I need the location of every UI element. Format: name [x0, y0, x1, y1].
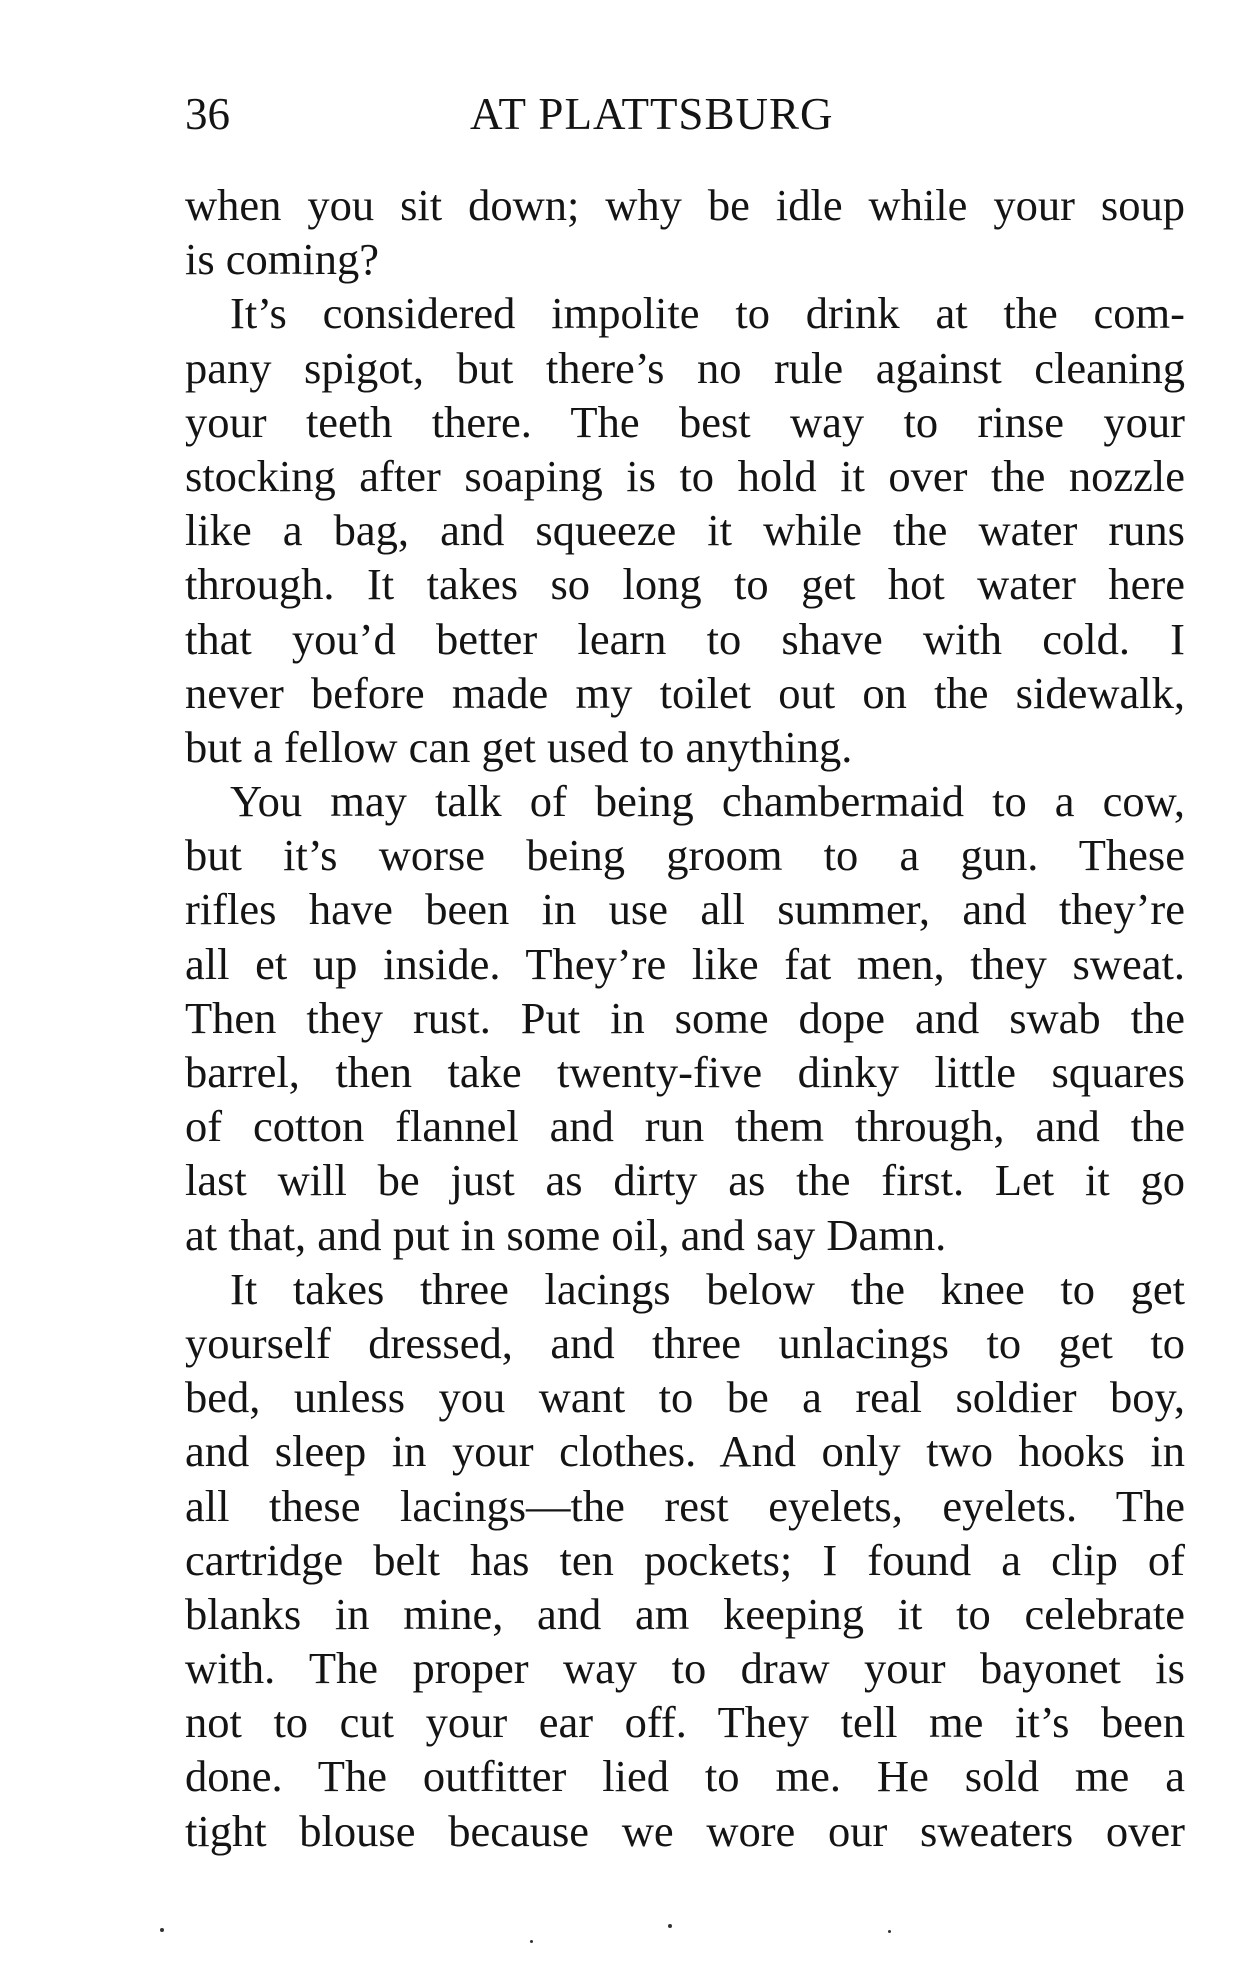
page-number: 36 — [185, 89, 230, 139]
text-line: is coming? — [185, 234, 380, 285]
scan-speck — [888, 1930, 891, 1933]
text-line: barrel, then take twenty-five dinky little squares — [185, 1047, 1185, 1097]
text-line: Then they rust. Put in some dope and swab the — [185, 992, 1185, 1043]
text-line: and sleep in your clothes. And only two hooks in — [185, 1426, 1185, 1477]
text-line: yourself dressed, and three unlacings to get to — [185, 1317, 1185, 1368]
text-line: pany spigot, but there’s no rule against cleaning — [185, 342, 1185, 393]
text-line: It takes three lacings below the knee to get — [230, 1263, 1185, 1314]
text-line: all et up inside. They’re like fat men, they sweat. — [185, 938, 1185, 989]
text-line: stocking after soaping is to hold it over the nozzle — [185, 450, 1185, 501]
scan-speck — [668, 1924, 672, 1928]
text-line: your teeth there. The best way to rinse your — [185, 396, 1185, 447]
text-line: rifles have been in use all summer, and they’re — [185, 884, 1185, 935]
text-line: You may talk of being chambermaid to a cow, — [230, 776, 1185, 827]
body-text — [185, 178, 1185, 1858]
text-line: never before made my toilet out on the sidewalk, — [185, 667, 1185, 718]
text-line: but it’s worse being groom to a gun. These — [185, 830, 1185, 881]
text-line: blanks in mine, and am keeping it to celebrate — [185, 1588, 1185, 1639]
running-head: AT PLATTSBURG — [470, 89, 834, 139]
text-line: of cotton flannel and run them through, and the — [185, 1101, 1185, 1152]
text-line: done. The outfitter lied to me. He sold me a — [185, 1751, 1185, 1802]
text-line: bed, unless you want to be a real soldier boy, — [185, 1372, 1185, 1423]
scan-speck — [530, 1940, 533, 1943]
scan-speck — [160, 1928, 164, 1932]
text-line: cartridge belt has ten pockets; I found a clip of — [185, 1534, 1185, 1585]
page-header — [185, 84, 1185, 144]
text-line: but a fellow can get used to anything. — [185, 721, 853, 772]
text-line: through. It takes so long to get hot water here — [185, 559, 1185, 610]
text-line: when you sit down; why be idle while your soup — [185, 180, 1185, 230]
text-line: with. The proper way to draw your bayonet is — [185, 1643, 1185, 1694]
text-line: at that, and put in some oil, and say Damn. — [185, 1209, 947, 1260]
text-line: that you’d better learn to shave with cold. I — [185, 613, 1185, 664]
text-line: not to cut your ear off. They tell me it’s been — [185, 1697, 1185, 1748]
text-line: like a bag, and squeeze it while the water runs — [185, 505, 1185, 556]
text-line: all these lacings—the rest eyelets, eyelets. The — [185, 1480, 1185, 1531]
text-line: It’s considered impolite to drink at the com- — [230, 288, 1185, 339]
text-line: last will be just as dirty as the first. Let it go — [185, 1155, 1185, 1206]
text-line: tight blouse because we wore our sweaters over — [185, 1805, 1185, 1856]
